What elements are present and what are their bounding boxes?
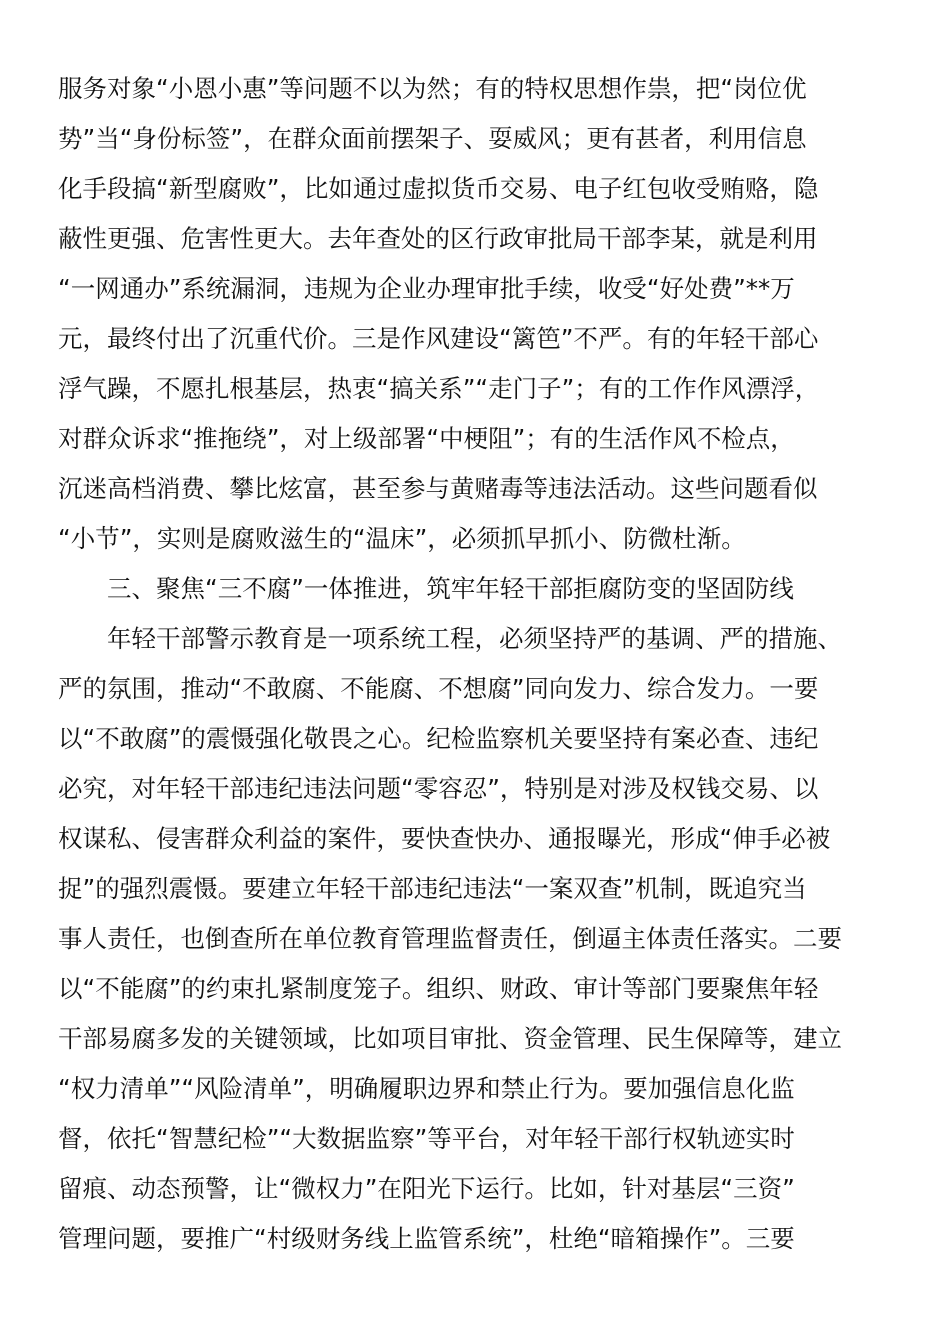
text-line: “一网通办”系统漏洞，违规为企业办理审批手续，收受“好处费”**万 xyxy=(58,274,795,303)
text-line: 以“不能腐”的约束扎紧制度笼子。组织、财政、审计等部门要聚焦年轻 xyxy=(58,974,819,1003)
text-line: 元，最终付出了沉重代价。三是作风建设“篱笆”不严。有的年轻干部心 xyxy=(58,324,819,353)
section-heading: 三、聚焦“三不腐”一体推进，筑牢年轻干部拒腐防变的坚固防线 xyxy=(58,574,794,603)
text-line: 留痕、动态预警，让“微权力”在阳光下运行。比如，针对基层“三资” xyxy=(58,1174,795,1203)
text-line: 必究，对年轻干部违纪违法问题“零容忍”，特别是对涉及权钱交易、以 xyxy=(58,774,819,803)
text-line: 化手段搞“新型腐败”，比如通过虚拟货币交易、电子红包收受贿赂，隐 xyxy=(58,174,819,203)
text-line: 事人责任，也倒查所在单位教育管理监督责任，倒逼主体责任落实。二要 xyxy=(58,924,842,953)
text-line: “权力清单”“风险清单”，明确履职边界和禁止行为。要加强信息化监 xyxy=(58,1074,795,1103)
text-line: 势”当“身份标签”，在群众面前摆架子、耍威风；更有甚者，利用信息 xyxy=(58,124,807,153)
text-line: 督，依托“智慧纪检”“大数据监察”等平台，对年轻干部行权轨迹实时 xyxy=(58,1124,795,1153)
text-line: 捉”的强烈震慑。要建立年轻干部违纪违法“一案双查”机制，既追究当 xyxy=(58,874,807,903)
text-line: 管理问题，要推广“村级财务线上监管系统”，杜绝“暗箱操作”。三要 xyxy=(58,1224,795,1253)
text-line: 权谋私、侵害群众利益的案件，要快查快办、通报曝光，形成“伸手必被 xyxy=(58,824,831,853)
text-line: “小节”，实则是腐败滋生的“温床”，必须抓早抓小、防微杜渐。 xyxy=(58,524,746,553)
text-line: 以“不敢腐”的震慑强化敬畏之心。纪检监察机关要坚持有案必查、违纪 xyxy=(58,724,819,753)
text-line: 对群众诉求“推拖绕”，对上级部署“中梗阻”；有的生活作风不检点， xyxy=(58,424,795,453)
text-line: 严的氛围，推动“不敢腐、不能腐、不想腐”同向发力、综合发力。一要 xyxy=(58,674,819,703)
text-line: 服务对象“小恩小惠”等问题不以为然；有的特权思想作祟，把“岗位优 xyxy=(58,74,807,103)
text-line: 年轻干部警示教育是一项系统工程，必须坚持严的基调、严的措施、 xyxy=(58,624,842,653)
text-line: 沉迷高档消费、攀比炫富，甚至参与黄赌毒等违法活动。这些问题看似 xyxy=(58,474,818,503)
text-line: 蔽性更强、危害性更大。去年查处的区行政审批局干部李某，就是利用 xyxy=(58,224,818,253)
text-line: 浮气躁，不愿扎根基层，热衷“搞关系”“走门子”；有的工作作风漂浮， xyxy=(58,374,820,403)
document-body xyxy=(58,64,878,1264)
text-line: 干部易腐多发的关键领域，比如项目审批、资金管理、民生保障等，建立 xyxy=(58,1024,842,1053)
